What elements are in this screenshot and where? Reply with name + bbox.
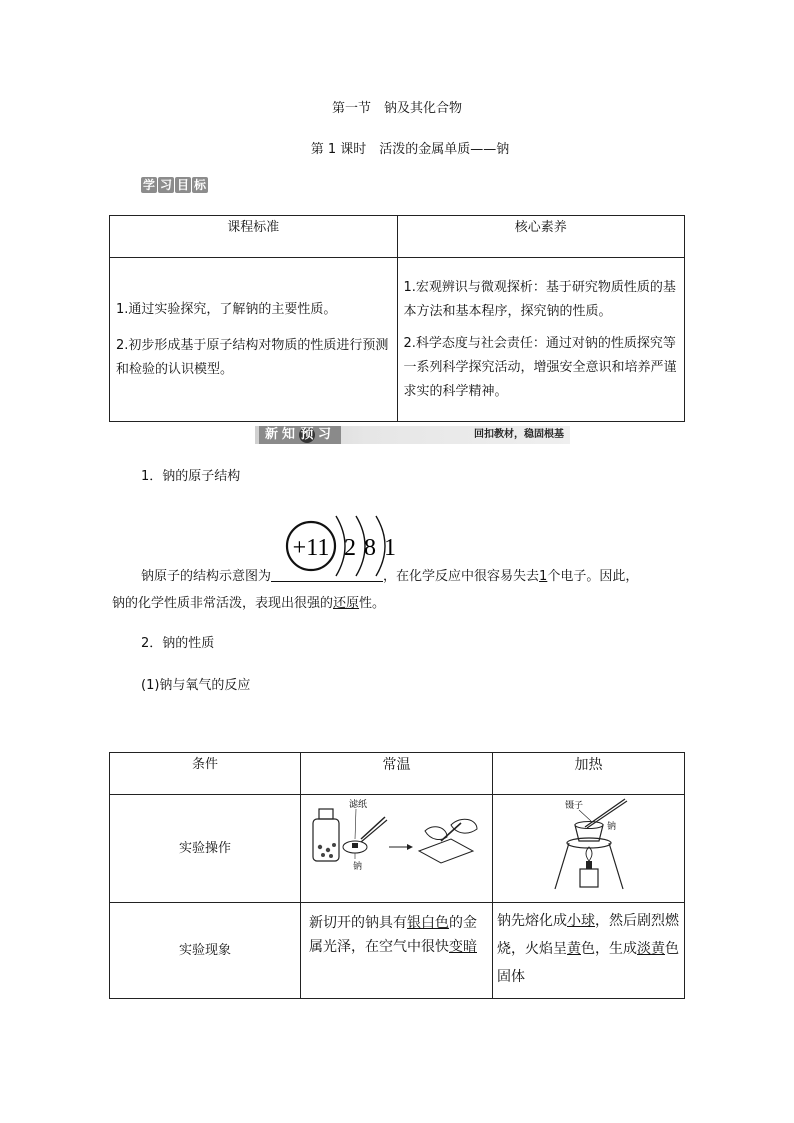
banner-circled-char: 预 <box>300 427 314 442</box>
learning-goals-tag <box>141 177 208 193</box>
header-condition: 条件 <box>110 753 301 795</box>
section2-heading: 2．钠的性质 <box>141 636 215 651</box>
goals-tag-char: 目 <box>176 178 189 192</box>
lesson-title: 第 1 课时 活泼的金属单质——钠 <box>310 142 510 157</box>
reaction-table <box>109 752 685 999</box>
answer-silver-white: 银白色 <box>407 915 449 931</box>
goals-tag-char: 标 <box>193 178 206 192</box>
goals-table <box>109 215 685 422</box>
sodium-oxygen-subheading: (1)钠与氧气的反应 <box>141 678 251 693</box>
label-tweezers: 镊子 <box>564 801 583 811</box>
banner-slogan: 回扣教材，稳固根基 <box>474 429 564 440</box>
shell-electrons: 1 <box>384 535 396 561</box>
goals-tag-char: 学 <box>142 178 155 192</box>
label-sodium: 钠 <box>353 862 363 872</box>
goals-tag-char: 习 <box>159 178 172 192</box>
answer-darken: 变暗 <box>449 939 477 955</box>
row-label-operation: 实验操作 <box>110 795 301 903</box>
col-header-standard: 课程标准 <box>110 216 398 258</box>
banner-title: 新知预 习 <box>259 426 341 444</box>
reducibility-sentence: 钠的化学性质非常活泼，表现出很强的还原性。 <box>112 596 386 611</box>
answer-reducing: 还原 <box>333 596 360 611</box>
standard-item: 2.初步形成基于原子结构对物质的性质进行预测和检验的认识模型。 <box>116 337 389 377</box>
answer-pale-yellow: 淡黄 <box>636 941 665 957</box>
label-sodium-heated: 钠 <box>606 822 616 832</box>
answer-electron-count: 1 <box>539 569 548 584</box>
shell-electrons: 2 <box>344 535 356 561</box>
label-filter-paper: 滤纸 <box>349 800 368 810</box>
answer-small-ball: 小球 <box>566 913 595 929</box>
section-title: 第一节 钠及其化合物 <box>331 101 462 116</box>
atom-structure-sentence: 钠原子的结构示意图为 ，在化学反应中很容易失去1个电子。因此， <box>141 569 639 584</box>
new-knowledge-banner <box>255 426 570 444</box>
col-header-literacy: 核心素养 <box>397 216 685 258</box>
row-label-phenomenon: 实验现象 <box>110 903 301 999</box>
heating-operation-figure <box>493 795 683 893</box>
room-temp-operation-figure <box>301 795 491 893</box>
room-temp-phenomenon: 新切开的钠具有银白色的金属光泽，在空气中很快变暗 <box>301 903 493 999</box>
nucleus-charge: +11 <box>292 535 330 561</box>
literacy-item: 1.宏观辨识与微观探析：基于研究物质性质的基本方法和基本程序，探究钠的性质。 <box>403 279 676 319</box>
shell-electrons: 8 <box>364 535 376 561</box>
answer-yellow: 黄 <box>566 941 581 957</box>
section1-heading: 1．钠的原子结构 <box>141 469 241 484</box>
literacy-item: 2.科学态度与社会责任：通过对钠的性质探究等一系列科学探究活动，增强安全意识和培养严谨求实的科学精神。 <box>403 335 677 399</box>
heating-phenomenon: 钠先熔化成小球，然后剧烈燃烧，火焰呈黄色，生成淡黄色固体 <box>492 903 684 999</box>
header-room-temp: 常温 <box>301 753 493 795</box>
header-heating: 加热 <box>492 753 684 795</box>
standard-item: 1.通过实验探究，了解钠的主要性质。 <box>116 301 337 317</box>
diagram-blank <box>271 567 383 582</box>
